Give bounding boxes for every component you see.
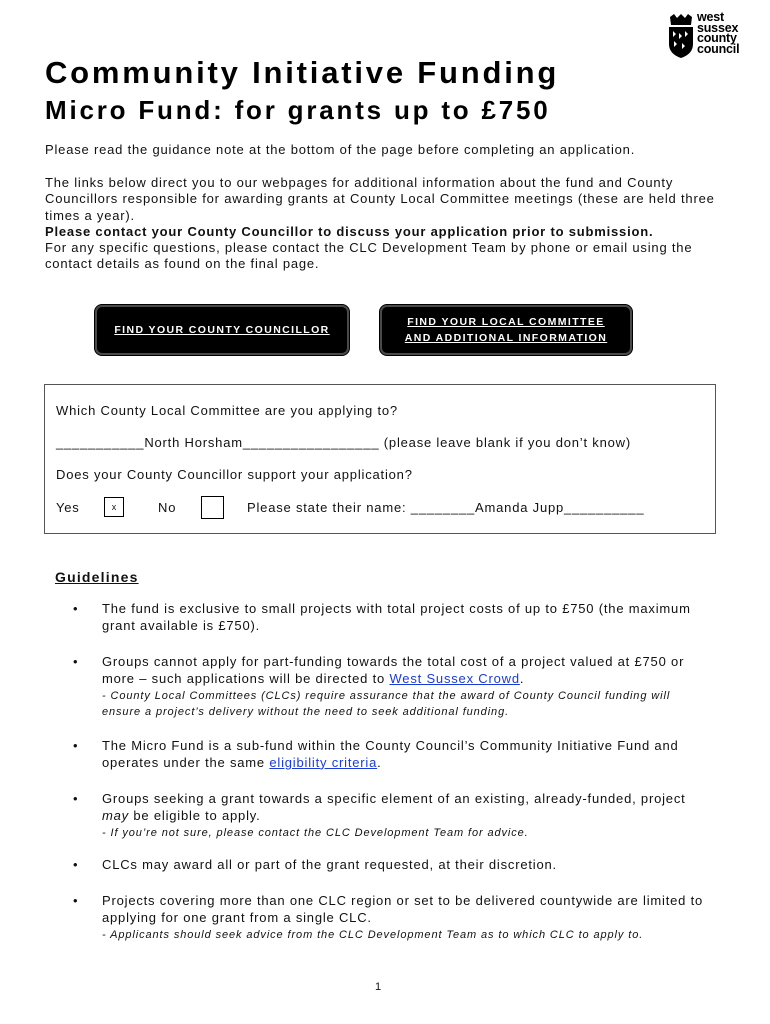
list-item: • Projects covering more than one CLC region or set to be delivered countywide are limited to applying for one grant from a single CLC. - Applicants should seek advice from the CLC Development Team as to which CLC to apply to. — [102, 893, 712, 943]
contact-councillor-notice: Please contact your County Councillor to discuss your application prior to submission. — [45, 223, 654, 239]
page-subtitle: Micro Fund: for grants up to £750 — [45, 95, 551, 125]
west-sussex-crowd-link[interactable]: West Sussex Crowd — [389, 670, 520, 686]
intro-guidance-note: Please read the guidance note at the bottom of the page before completing an application. — [45, 142, 636, 157]
bullet-icon: • — [73, 601, 79, 616]
committee-answer-field[interactable]: ___________North Horsham_________________ (please leave blank if you don’t know) — [56, 435, 631, 450]
logo-word: council — [697, 41, 740, 56]
find-county-councillor-button[interactable] — [95, 305, 349, 355]
bullet-note: - County Local Committees (CLCs) require assurance that the award of County Council funding will ensure a project’s delivery without the need to seek additional funding. — [102, 689, 671, 718]
list-item: • Groups seeking a grant towards a specific element of an existing, already-funded, project may be eligible to apply. - If you’re not sure, please contact the CLC Development Team for advice. — [102, 791, 712, 841]
intro-block — [45, 175, 725, 273]
councillor-support-question: Does your County Councillor support your application? — [56, 467, 413, 482]
bullet-note: - Applicants should seek advice from the CLC Development Team as to which CLC to apply to. — [102, 928, 644, 941]
list-item: • The fund is exclusive to small projects with total project costs of up to £750 (the maximum grant available is £750). — [73, 601, 691, 633]
find-county-councillor-label: FIND YOUR COUNTY COUNCILLOR — [114, 324, 330, 336]
bullet-icon: • — [73, 893, 79, 908]
bullet-icon: • — [73, 791, 79, 806]
application-form-box — [44, 384, 716, 534]
find-local-committee-button[interactable] — [380, 305, 632, 355]
bullet-icon: • — [73, 857, 79, 872]
page-title: Community Initiative Funding — [45, 55, 560, 90]
list-item: • The Micro Fund is a sub-fund within the County Council’s Community Initiative Fund and operates under the same eligibility criteria. — [73, 738, 679, 770]
find-local-committee-label: FIND YOUR LOCAL COMMITTEE AND ADDITIONAL INFORMATION — [404, 316, 608, 344]
bullet-icon: • — [73, 738, 79, 753]
no-label: No — [158, 500, 177, 515]
intro-questions-text: For any specific questions, please contact the CLC Development Team by phone or email using the contact details as found on the final page. — [45, 240, 693, 272]
bullet-note: - If you’re not sure, please contact the CLC Development Team for advice. — [102, 826, 529, 839]
committee-question: Which County Local Committee are you applying to? — [56, 403, 398, 418]
logo-word: west — [697, 10, 724, 24]
guidelines-heading: Guidelines — [55, 569, 139, 585]
eligibility-criteria-link[interactable]: eligibility criteria — [269, 754, 378, 770]
logo-word: sussex — [697, 20, 739, 35]
yes-checkbox[interactable]: x — [104, 497, 124, 517]
yes-label: Yes — [56, 500, 80, 515]
no-checkbox[interactable] — [201, 496, 224, 519]
logo-word: county — [697, 31, 737, 45]
councillor-name-field[interactable]: Please state their name: ________Amanda Jupp__________ — [247, 500, 645, 515]
intro-links-text: The links below direct you to our webpages for additional information about the fund and County Councillors responsible for awarding grants at County Local Committee meetings (these are held three times a year). — [45, 175, 715, 223]
list-item: • CLCs may award all or part of the grant requested, at their discretion. — [73, 857, 557, 872]
wscc-logo — [668, 10, 760, 60]
list-item: • Groups cannot apply for part-funding towards the total cost of a project valued at £750 or more – such applications will be directed to West Sussex Crowd. - County Local Committees (CLCs) require assurance that the award of County Council funding will ensure a project’s delivery without the need to seek additional funding. — [102, 654, 712, 720]
page-number: 1 — [375, 981, 382, 993]
bullet-icon: • — [73, 654, 79, 669]
county-crest-icon — [668, 14, 694, 58]
